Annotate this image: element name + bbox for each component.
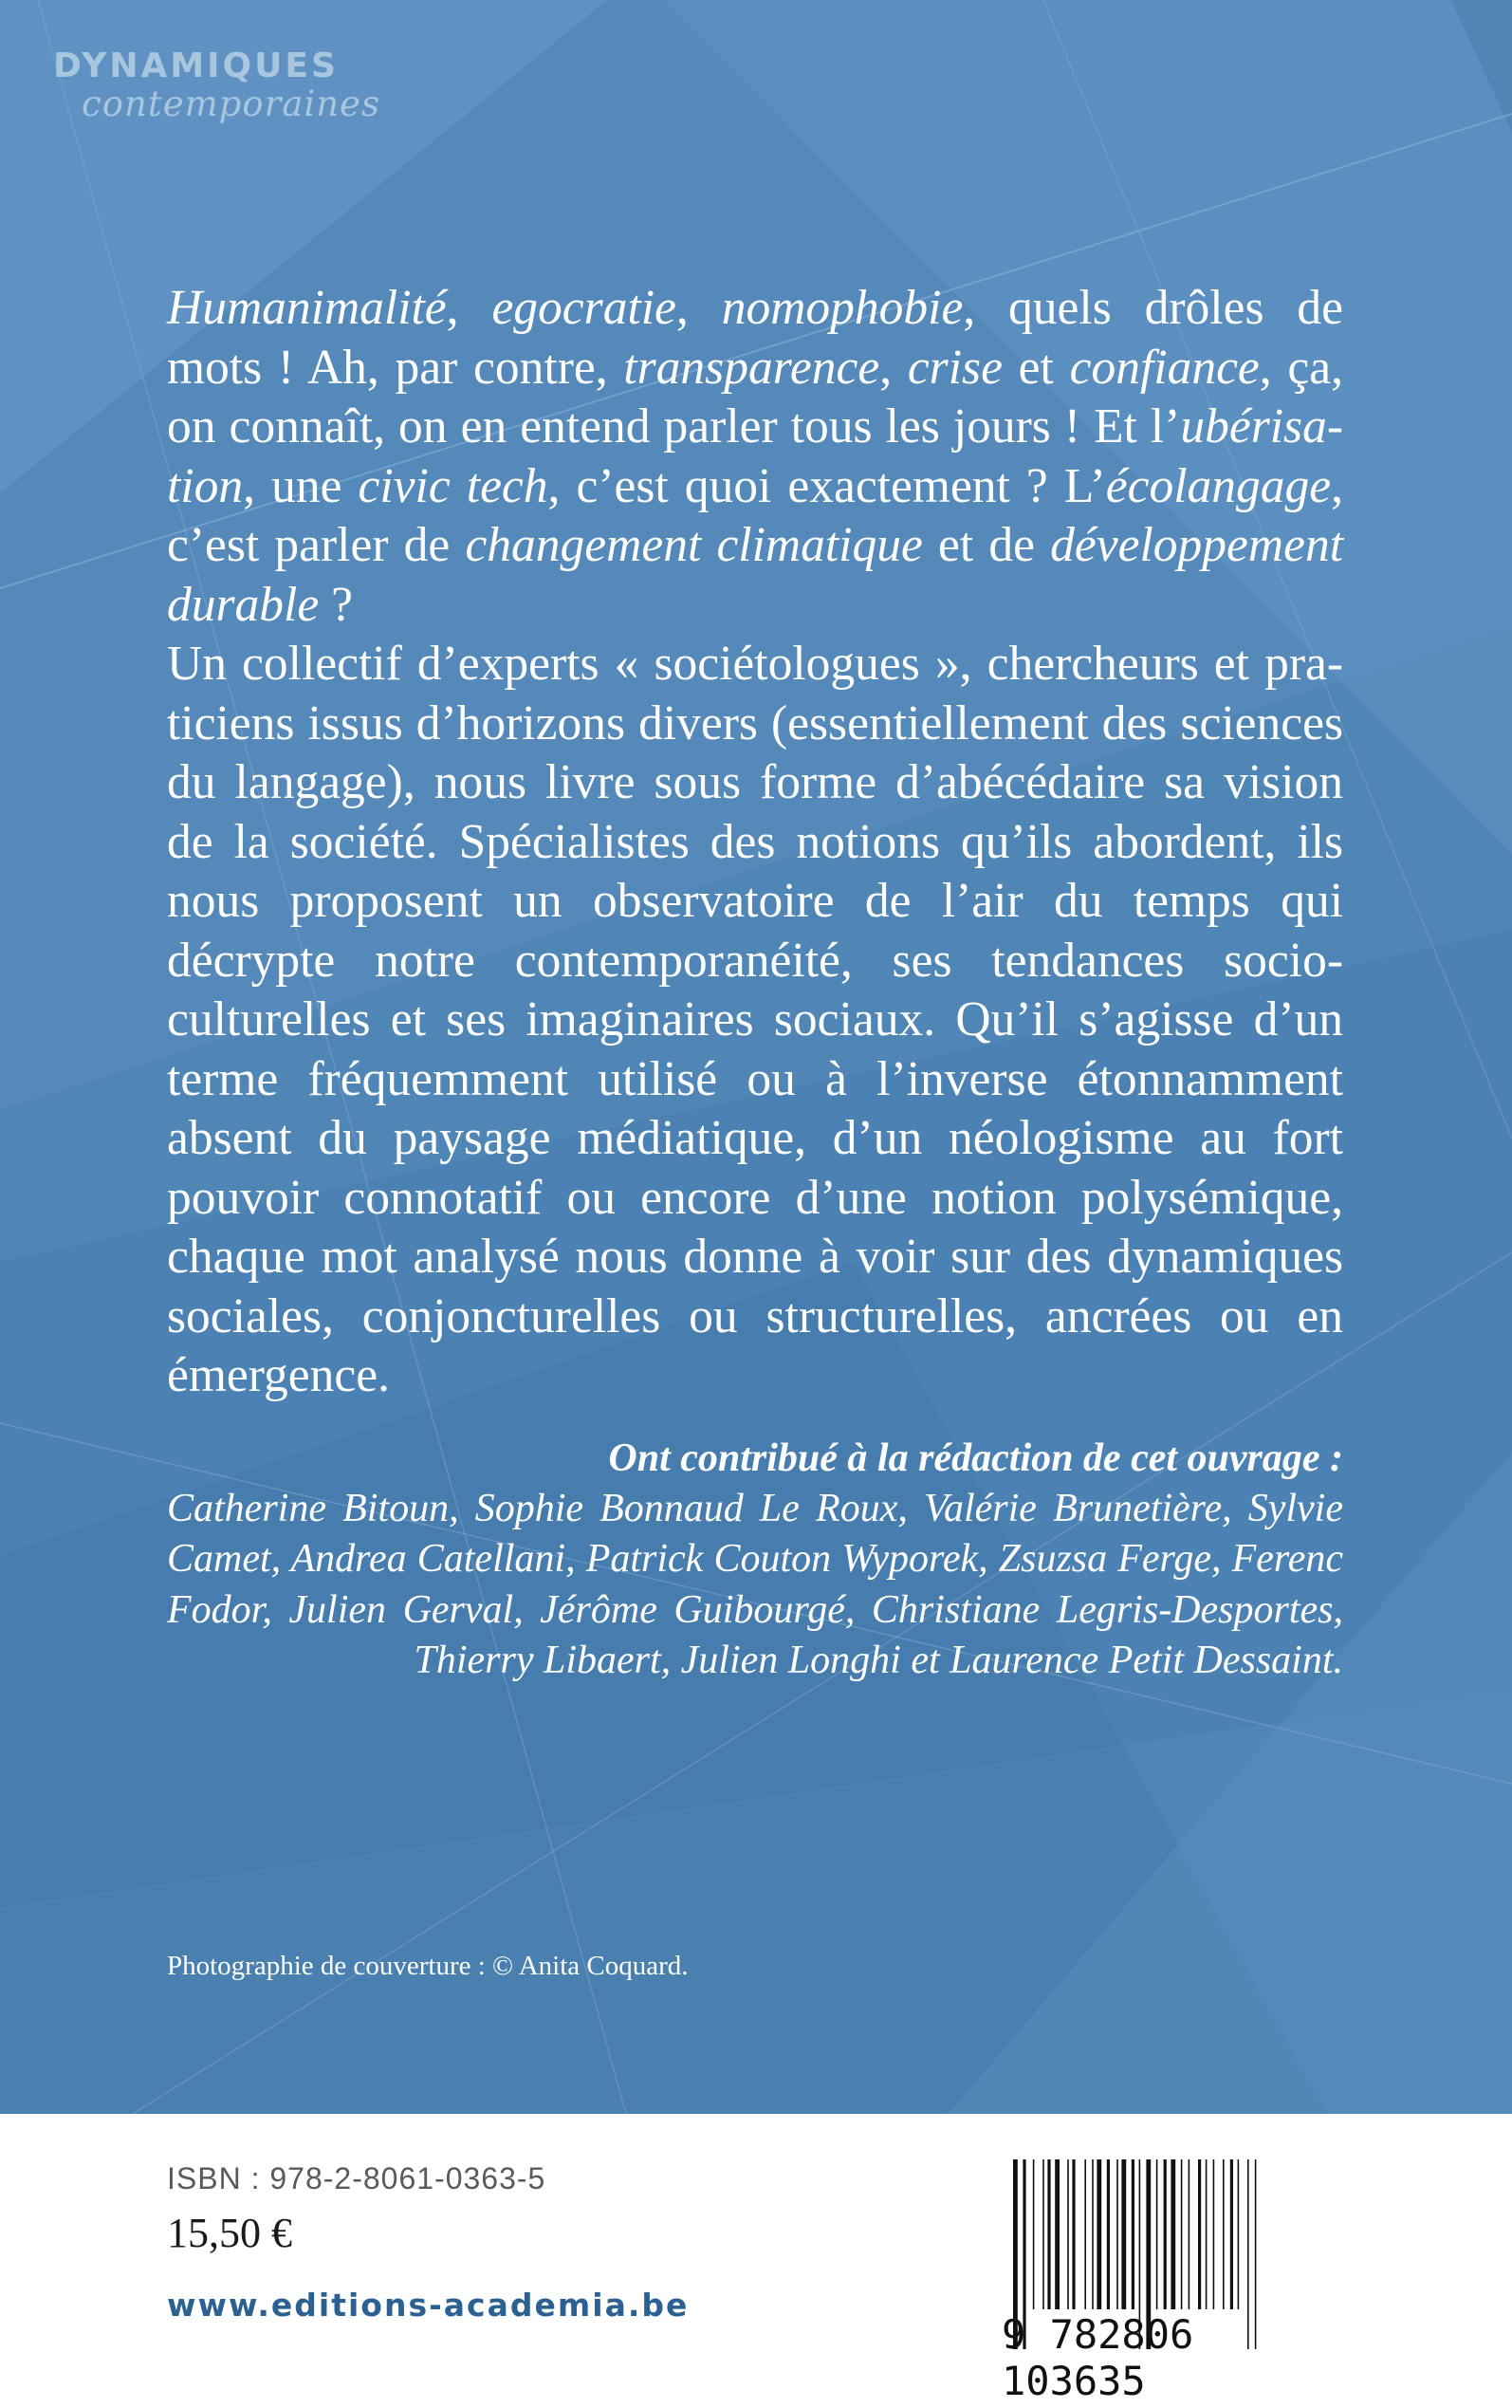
bottom-panel [0,2114,1512,2408]
text-run: , [675,281,722,335]
text-run: , [879,340,908,395]
website-link[interactable]: www.editions-academia.be [167,2287,690,2324]
italic-term: confiance [1069,340,1260,395]
text-run: , [446,281,492,335]
isbn: ISBN : 978-2-8061-0363-5 [167,2161,546,2195]
contributors-heading: Ont contribué à la rédaction de cet ouvrage : [608,1436,1343,1480]
italic-term: ubérisation [167,399,1343,513]
series-subtitle: contemporaines [82,83,380,124]
contributors-names: Catherine Bitoun, Sophie Bonnaud Le Roux, Valérie Brunetière, Sylvie Camet, Andrea Catellani, Patrick Couton Wyporek, Zsuzsa Ferge, Ferenc Fodor, Julien Gerval, Jérôme Guibourgé, Christiane Legris-Desportes, Thierry Libaert, Julien Longhi et Laurence Petit Dessaint. [167,1487,1343,1682]
italic-term: egocratie [491,281,676,335]
blurb-paragraph-2: Un collectif d’experts « sociétologues », chercheurs et praticiens issus d’horizons divers (essentiellement des sciences du langage), nous livre sous forme d’abécédaire sa vision de la société. Spécialistes des notions qu’ils abordent, ils nous proposent un observatoire de l’air du temps qui décrypte notre contemporanéité, ses tendances socio-culturelles et ses imaginaires sociaux. Qu’il s’agisse d’un terme fréquemment utilisé ou à l’inverse étonnamment absent du paysage médiatique, d’un néologisme au fort pouvoir connotatif ou encore d’une notion polysémique, chaque mot analysé nous donne à voir sur des dynamiques sociales, conjoncturelles ou structurelles, ancrées ou en émergence. [167,637,1343,1402]
series-title: DYNAMIQUES [53,46,339,85]
price: 15,50 € [167,2210,292,2256]
text-run: , c’est parler de [167,458,1344,572]
italic-term: écolangage [1105,458,1332,513]
italic-term: transparence [623,340,880,395]
contributors-block [167,1434,1343,1686]
blurb-text [167,279,1343,1406]
text-run: ? [319,577,353,632]
italic-term: crise [907,340,1003,395]
text-run: , quels drôles de mots ! Ah, par contre, [167,281,1343,395]
blurb-paragraph-1 [167,279,1343,635]
text-run: , une [243,458,359,513]
text-run: , c’est quoi exactement ? L’ [547,458,1106,513]
italic-term: nomophobie [721,281,964,335]
text-run: et de [922,518,1051,572]
italic-term: changement climatique [465,518,923,572]
barcode-digits: 9 782806 103635 [1002,2311,1194,2404]
italic-term: développement durable [167,518,1344,632]
text-run: , ça, on connaît, on en entend parler tous les jours ! Et l’ [167,340,1344,454]
text-run: et [1002,340,1070,395]
italic-term: civic tech [358,458,548,513]
italic-term: Humanimalité [167,281,447,335]
photo-credit: Photographie de couverture : © Anita Coquard. [167,1951,689,1981]
series-logo [53,47,380,123]
